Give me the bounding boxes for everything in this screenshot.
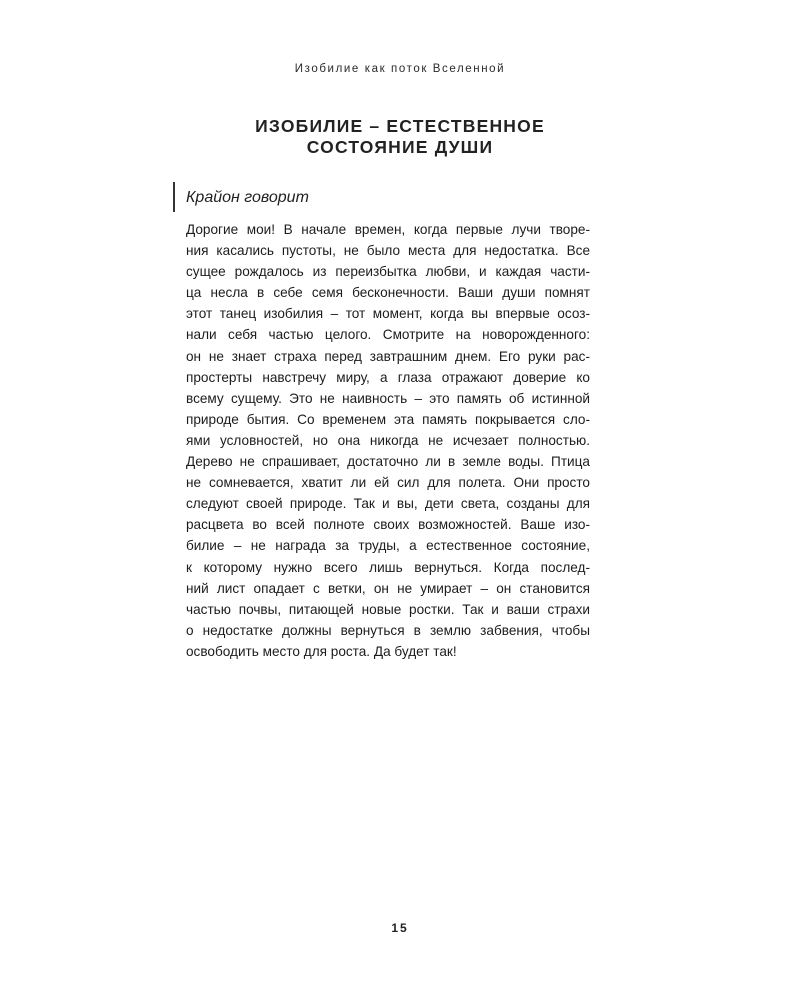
body-line: к которому нужно всего лишь вернуться. Когда послед-	[186, 559, 590, 575]
chapter-title	[0, 116, 800, 158]
section-marker-bar	[173, 182, 175, 212]
body-line: следуют своей природе. Так и вы, дети света, созданы для	[186, 496, 590, 512]
body-line: он не знает страха перед завтрашним днем. Его руки рас-	[186, 348, 590, 364]
body-line: освободить место для роста. Да будет так!	[186, 643, 457, 659]
body-line: Дерево не спрашивает, достаточно ли в земле воды. Птица	[186, 454, 590, 470]
body-line: билие – не награда за труды, а естественное состояние,	[186, 538, 590, 554]
body-line: расцвета во всей полноте своих возможностей. Ваше изо-	[186, 517, 590, 533]
body-line: природе бытия. Со временем эта память покрывается сло-	[186, 411, 590, 427]
body-line: простерты навстречу миру, а глаза отражают доверие ко	[186, 369, 590, 385]
body-line: сущее рождалось из переизбытка любви, и каждая части-	[186, 264, 590, 280]
chapter-title-line-2: СОСТОЯНИЕ ДУШИ	[306, 137, 494, 157]
page-number: 15	[391, 921, 409, 935]
body-line: частью почвы, питающей новые ростки. Так и ваши страхи	[186, 601, 590, 617]
body-line: этот танец изобилия – тот момент, когда вы впервые осоз-	[186, 306, 590, 322]
body-line: ния касались пустоты, не было места для недостатка. Все	[186, 243, 590, 259]
body-line: Дорогие мои! В начале времен, когда первые лучи творе-	[186, 222, 590, 237]
body-line: не сомневается, хватит ли ей сил для полета. Они просто	[186, 475, 590, 491]
body-line: нали себя частью целого. Смотрите на новорожденного:	[186, 327, 590, 343]
body-text	[186, 219, 590, 662]
body-line: всему сущему. Это не наивность – это память об истинной	[186, 390, 590, 406]
running-header: Изобилие как поток Вселенной	[294, 63, 506, 75]
chapter-title-line-1: ИЗОБИЛИЕ – ЕСТЕСТВЕННОЕ	[255, 116, 545, 136]
section-heading: Крайон говорит	[186, 189, 309, 206]
body-line: о недостатке должны вернуться в землю забвения, чтобы	[186, 622, 590, 638]
body-line: ями условностей, но она никогда не исчезает полностью.	[186, 432, 590, 448]
body-line: ца несла в себе семя бесконечности. Ваши души помнят	[186, 285, 590, 301]
body-line: ний лист опадает с ветки, он не умирает – он становится	[186, 580, 590, 596]
